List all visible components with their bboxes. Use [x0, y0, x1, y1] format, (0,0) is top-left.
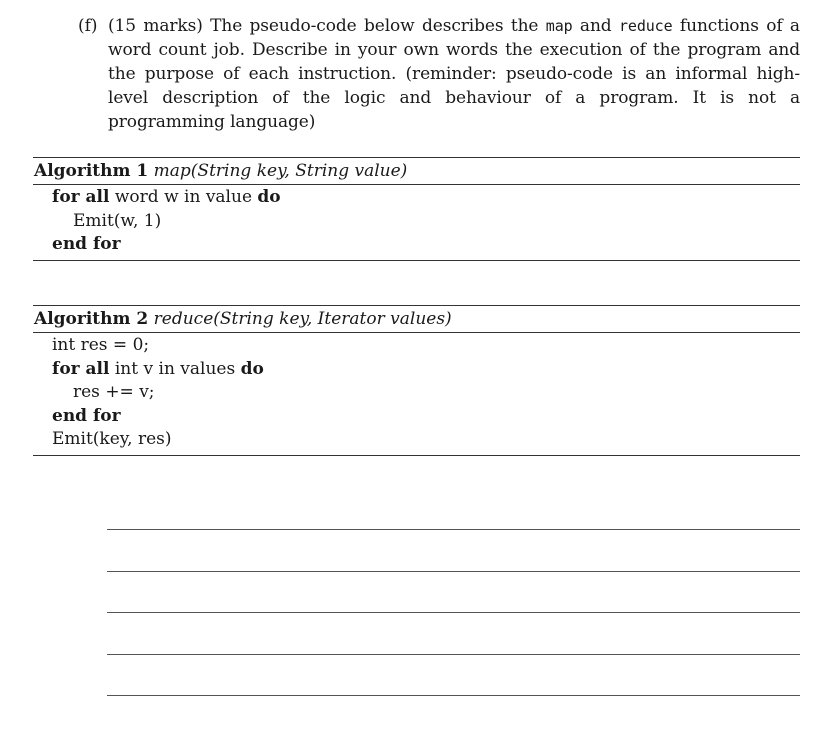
- and-word: and: [579, 16, 612, 36]
- algorithm-1-header: [33, 158, 800, 184]
- algorithm-1-line-3: [33, 233, 800, 257]
- question-intro: (15 marks) The pseudo-code below describes the: [108, 16, 539, 36]
- algorithm-1-line-2: [33, 210, 800, 234]
- reduce-keyword: reduce: [618, 17, 673, 35]
- keyword-for-all: for all: [52, 358, 110, 379]
- algorithm-2-signature: reduce(String key, Iterator values): [153, 309, 452, 329]
- code-text: int res = 0;: [52, 335, 150, 355]
- algorithm-1-line-1: [33, 186, 800, 210]
- keyword-end-for: end for: [52, 405, 121, 426]
- answer-line-4[interactable]: [107, 654, 800, 655]
- algorithm-2-line-1: [33, 334, 800, 358]
- algorithm-2-header: [33, 306, 800, 332]
- map-keyword: map: [545, 17, 573, 35]
- code-text: Emit(w, 1): [73, 210, 162, 231]
- algorithm-1-box: [33, 157, 800, 261]
- algorithm-2-line-5: [33, 428, 800, 452]
- code-text: Emit(key, res): [52, 429, 172, 449]
- algorithm-1-bottom-rule: [33, 260, 800, 261]
- algorithm-2-bottom-rule: [33, 455, 800, 456]
- answer-line-5[interactable]: [107, 695, 800, 696]
- question-rest: functions of a word count job. Describe in your own words the execution of the program and the purpose of each instruction. (reminder: pseudo-code is an informal high-level description of the logic and behaviour of a program. It is not a programming language): [108, 16, 800, 132]
- answer-line-1[interactable]: [107, 529, 800, 530]
- question-label: (f): [78, 16, 98, 36]
- code-text: res += v;: [73, 382, 155, 402]
- keyword-end-for: end for: [52, 234, 121, 254]
- algorithm-1-label: Algorithm 1: [34, 161, 149, 181]
- answer-line-3[interactable]: [107, 612, 800, 613]
- question-block: [78, 14, 800, 134]
- algorithm-2-line-3: [33, 381, 800, 405]
- algorithm-1-body: [33, 185, 800, 260]
- algorithm-2-line-4: [33, 405, 800, 429]
- question-text: [108, 14, 800, 134]
- algorithm-2-line-2: [33, 358, 800, 382]
- code-text: int v in values: [109, 358, 241, 379]
- algorithm-1-signature: map(String key, String value): [153, 161, 408, 181]
- keyword-do: do: [240, 358, 264, 379]
- algorithm-2-box: [33, 305, 800, 456]
- algorithm-2-label: Algorithm 2: [34, 309, 149, 329]
- code-text: word w in value: [109, 187, 258, 207]
- answer-line-2[interactable]: [107, 571, 800, 572]
- keyword-for-all: for all: [52, 187, 110, 207]
- keyword-do: do: [257, 187, 281, 207]
- algorithm-2-body: [33, 333, 800, 455]
